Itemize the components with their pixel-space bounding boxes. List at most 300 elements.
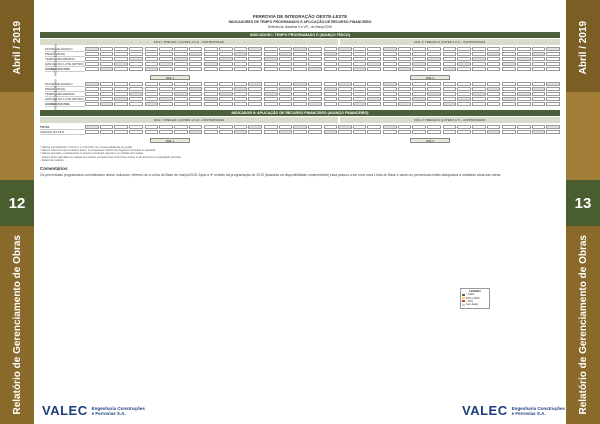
table-cell <box>532 67 546 71</box>
report-title: FERROVIA DE INTEGRAÇÃO OESTE-LESTE <box>252 14 348 19</box>
table-cell <box>443 62 457 66</box>
table-cell <box>412 52 426 56</box>
table-column <box>383 47 441 72</box>
table-cell <box>234 47 248 51</box>
table-cell <box>427 57 441 61</box>
table-cell <box>219 125 233 129</box>
table-cell <box>293 82 307 86</box>
section-finance-bar: INDICADOR II: APLICAÇÃO DE RECURSO FINANCEIRO (AVANÇO FINANCEIRO) <box>40 110 560 116</box>
row-label: AVANÇO DA FIOL <box>45 67 85 72</box>
table-cell <box>427 92 441 96</box>
table-cell <box>457 52 471 56</box>
table-cell <box>174 92 188 96</box>
row-label: TOTAL <box>40 125 85 130</box>
table-cell <box>114 52 128 56</box>
table-cell <box>472 130 486 134</box>
row-label: PRAZO (DIAS) <box>45 52 85 57</box>
comments-section <box>40 166 560 177</box>
table-cell <box>264 47 278 51</box>
footnote: ³ Valores apurados, considerando os prazos contratuais vigentes e a medição acumulada. <box>40 152 144 156</box>
table-cell <box>487 125 501 129</box>
table-cell <box>129 92 143 96</box>
table-cell <box>293 92 307 96</box>
comments-title: Comentários <box>40 166 68 172</box>
table-cell <box>398 87 412 91</box>
comments-text: Os percentuais programados considerados nesse Indicador, referem-se a Linha de Base de março/2018. Após a 4ª revisão da programação de 2019 (baseada na disponibilidade orçamentária) essa passou a ser uma nova Linha de Base e assim os percentuais estão adequados à realidade atual das obras. <box>40 173 502 178</box>
indicator-table-2 <box>40 78 560 111</box>
logo-sub-2: e Ferrovias S.A. <box>511 410 546 416</box>
table-cell <box>174 97 188 101</box>
table-cell <box>293 47 307 51</box>
logo-sub-1: Engenharia Construções <box>511 405 565 411</box>
table-cell <box>308 130 322 134</box>
table-cell <box>427 97 441 101</box>
table-cell <box>383 67 397 71</box>
table-cell <box>383 92 397 96</box>
table-cell <box>85 62 99 66</box>
table-cell <box>308 67 322 71</box>
table-cell <box>427 102 441 106</box>
table-cell <box>546 82 560 86</box>
table-cell <box>114 62 128 66</box>
table-cell <box>145 97 159 101</box>
page-number-left: 12 <box>0 180 34 226</box>
table-cell <box>234 102 248 106</box>
table-cell <box>472 82 486 86</box>
table-cell <box>189 47 203 51</box>
table-cell <box>159 130 173 134</box>
table-cell <box>457 125 471 129</box>
table-cell <box>308 92 322 96</box>
table-cell <box>189 67 203 71</box>
table-cell <box>159 92 173 96</box>
table-cell <box>487 47 501 51</box>
table-cell <box>234 130 248 134</box>
table-cell <box>338 67 352 71</box>
table-cell <box>85 125 99 129</box>
table-cell <box>472 47 486 51</box>
table-cell <box>100 125 114 129</box>
table-cell <box>174 67 188 71</box>
table-cell <box>204 130 218 134</box>
table-cell <box>338 57 352 61</box>
table-cell <box>546 97 560 101</box>
table-cell <box>398 52 412 56</box>
footnote: ⁴ Avanço físico calculado em relação ao contrato (considerando % de Preço Inicial, % de acréscimo e quantidade prevista). <box>40 155 182 159</box>
table-cell <box>532 87 546 91</box>
table-cell <box>412 82 426 86</box>
table-cell <box>174 52 188 56</box>
table-cell <box>457 102 471 106</box>
table-cell <box>502 47 516 51</box>
table-cell <box>264 52 278 56</box>
table-column <box>324 47 382 72</box>
table-cell <box>85 57 99 61</box>
legend-swatch <box>462 304 465 306</box>
table-cell <box>517 47 531 51</box>
sidebar-date-right: Abril / 2019 <box>577 21 589 75</box>
table-cell <box>159 87 173 91</box>
table-cell <box>443 97 457 101</box>
table-cell <box>324 47 338 51</box>
table-cell <box>174 82 188 86</box>
table-cell <box>546 125 560 129</box>
table-cell <box>308 52 322 56</box>
table-cell <box>189 130 203 134</box>
table-cell <box>367 130 381 134</box>
legend <box>460 288 490 309</box>
table-cell <box>219 92 233 96</box>
table-cell <box>412 67 426 71</box>
table-cell <box>353 47 367 51</box>
table-cell <box>114 102 128 106</box>
table-cell <box>502 52 516 56</box>
table-cell <box>293 102 307 106</box>
table-cell <box>383 125 397 129</box>
subhead-right-2: FIOL II: TRECHO 2 (LOTES 5 A 7) - CONTRATADAS <box>340 117 560 123</box>
table-cell <box>502 102 516 106</box>
table-cell <box>324 125 338 129</box>
subhead-left-2: FIOL I: TRECHO 1 (LOTES 1 A 4) - CONTRATADAS <box>40 117 338 123</box>
table-cell <box>248 82 262 86</box>
table-cell <box>487 52 501 56</box>
table-cell <box>338 102 352 106</box>
table-cell <box>100 97 114 101</box>
table-cell <box>145 62 159 66</box>
page-number-right: 13 <box>566 180 600 226</box>
table-cell <box>517 62 531 66</box>
table-column <box>204 47 262 72</box>
table-cell <box>279 92 293 96</box>
valec-logo-right: VALEC <box>462 403 508 418</box>
table-cell <box>100 67 114 71</box>
table-cell <box>100 52 114 56</box>
table-cell <box>324 82 338 86</box>
table-cell <box>308 57 322 61</box>
table-cell <box>472 67 486 71</box>
table-cell <box>264 92 278 96</box>
table-cell <box>367 57 381 61</box>
table-cell <box>129 57 143 61</box>
table-cell <box>487 97 501 101</box>
table-cell <box>129 67 143 71</box>
table-cell <box>234 82 248 86</box>
sidebar-report-right: Relatório de Gerenciamento de Obras <box>577 235 589 415</box>
table-cell <box>219 102 233 106</box>
table-cell <box>308 125 322 129</box>
table-cell <box>443 92 457 96</box>
table-cell <box>338 87 352 91</box>
table-cell <box>443 125 457 129</box>
table-cell <box>279 97 293 101</box>
table-cell <box>487 57 501 61</box>
table-cell <box>204 125 218 129</box>
table-cell <box>546 62 560 66</box>
table-cell <box>412 92 426 96</box>
table-cell <box>338 125 352 129</box>
table-cell <box>443 82 457 86</box>
table-cell <box>174 57 188 61</box>
table-cell <box>129 82 143 86</box>
table-cell <box>114 87 128 91</box>
row-label: AVANÇO DA FIOL <box>40 130 85 135</box>
table-cell <box>189 102 203 106</box>
table-cell <box>279 82 293 86</box>
table-cell <box>129 47 143 51</box>
table-cell <box>546 67 560 71</box>
table-cell <box>427 82 441 86</box>
footer-right <box>462 403 565 418</box>
table-cell <box>383 97 397 101</box>
table-cell <box>353 125 367 129</box>
table-cell <box>324 87 338 91</box>
table-cell <box>502 92 516 96</box>
table-cell <box>383 87 397 91</box>
table-cell <box>532 62 546 66</box>
table-cell <box>472 87 486 91</box>
table-cell <box>532 47 546 51</box>
table-column <box>324 125 382 135</box>
table-cell <box>145 82 159 86</box>
table-cell <box>398 47 412 51</box>
table-cell <box>308 82 322 86</box>
table-cell <box>324 57 338 61</box>
table-cell <box>338 62 352 66</box>
table-cell <box>204 52 218 56</box>
table-cell <box>412 87 426 91</box>
table-cell <box>129 130 143 134</box>
table-cell <box>412 130 426 134</box>
sidebar-report-left: Relatório de Gerenciamento de Obras <box>11 235 23 415</box>
table-cell <box>338 92 352 96</box>
table-cell <box>487 130 501 134</box>
table-cell <box>248 47 262 51</box>
table-cell <box>502 97 516 101</box>
table-cell <box>279 62 293 66</box>
table-cell <box>114 130 128 134</box>
table-cell <box>457 92 471 96</box>
table-cell <box>443 102 457 106</box>
table-cell <box>367 82 381 86</box>
table-column <box>145 82 203 107</box>
table-cell <box>145 57 159 61</box>
table-cell <box>248 57 262 61</box>
table-cell <box>383 130 397 134</box>
table-cell <box>204 57 218 61</box>
table-column <box>324 82 382 107</box>
table-cell <box>443 52 457 56</box>
table-cell <box>353 62 367 66</box>
table-cell <box>129 52 143 56</box>
table-cell <box>293 87 307 91</box>
report-reference: Referência: Baseline 5 e VR - de Março/2019 <box>267 25 333 29</box>
table-cell <box>279 57 293 61</box>
table-column <box>443 47 501 72</box>
table-cell <box>367 87 381 91</box>
table-cell <box>189 125 203 129</box>
table-cell <box>100 92 114 96</box>
table-column <box>383 82 441 107</box>
footnotes <box>40 146 560 162</box>
table-cell <box>502 82 516 86</box>
legend-swatch <box>462 297 465 299</box>
subhead-left: FIOL I: TRECHO 1 (LOTES 1 A 4) - CONTRATADAS <box>40 39 338 45</box>
table-cell <box>472 62 486 66</box>
table-cell <box>159 62 173 66</box>
table-column <box>145 125 203 135</box>
table-cell <box>308 62 322 66</box>
table-cell <box>412 62 426 66</box>
legend-item: 90% a 100% <box>462 296 488 299</box>
table-cell <box>412 102 426 106</box>
table-cell <box>219 87 233 91</box>
table-cell <box>189 92 203 96</box>
table-cell <box>502 130 516 134</box>
table-cell <box>189 97 203 101</box>
table-cell <box>367 92 381 96</box>
report-subtitle: INDICADORES DE TEMPO PROGRAMADO E APLICAÇÃO DE RECURSO FINANCEIRO <box>228 20 372 24</box>
table-cell <box>219 62 233 66</box>
table-cell <box>427 125 441 129</box>
mid-box-fiol1: FIOL 1 <box>150 75 190 80</box>
table-cell <box>546 87 560 91</box>
table-cell <box>264 130 278 134</box>
table-cell <box>367 125 381 129</box>
table-cell <box>532 130 546 134</box>
table-cell <box>129 87 143 91</box>
table-cell <box>234 67 248 71</box>
table-cell <box>279 125 293 129</box>
footnote: ⁵ Dados de medição. <box>40 158 65 162</box>
table-cell <box>487 102 501 106</box>
table-cell <box>204 67 218 71</box>
left-side-band <box>0 0 34 424</box>
subhead-right: FIOL II: TRECHO 2 (LOTES 5 A 7) - CONTRATADAS <box>340 39 560 45</box>
table-cell <box>279 52 293 56</box>
table-cell <box>427 87 441 91</box>
table-cell <box>398 92 412 96</box>
table-column <box>264 125 322 135</box>
table-cell <box>398 125 412 129</box>
table-column <box>145 47 203 72</box>
row-group-1: FATOR DE DESEMPENHO <box>54 43 58 76</box>
table-cell <box>159 57 173 61</box>
table-cell <box>129 62 143 66</box>
table-cell <box>546 92 560 96</box>
table-cell <box>174 102 188 106</box>
table-cell <box>248 62 262 66</box>
table-cell <box>517 82 531 86</box>
table-cell <box>443 130 457 134</box>
table-cell <box>204 82 218 86</box>
table-cell <box>338 52 352 56</box>
table-cell <box>502 57 516 61</box>
sidebar-date-left: Abril / 2019 <box>11 21 23 75</box>
table-cell <box>412 97 426 101</box>
table-cell <box>159 47 173 51</box>
table-cell <box>264 67 278 71</box>
table-cell <box>114 125 128 129</box>
table-cell <box>145 130 159 134</box>
table-cell <box>293 57 307 61</box>
row-label: TEMPO DECORRIDO <box>45 92 85 97</box>
table-cell <box>487 62 501 66</box>
table-cell <box>383 57 397 61</box>
table-cell <box>353 52 367 56</box>
table-cell <box>532 125 546 129</box>
table-cell <box>189 82 203 86</box>
table-cell <box>367 47 381 51</box>
table-column <box>383 125 441 135</box>
table-cell <box>279 130 293 134</box>
table-cell <box>412 125 426 129</box>
table-cell <box>546 52 560 56</box>
table-cell <box>353 97 367 101</box>
table-cell <box>443 87 457 91</box>
legend-swatch <box>462 294 465 296</box>
table-cell <box>174 130 188 134</box>
table-cell <box>353 67 367 71</box>
table-cell <box>367 67 381 71</box>
table-cell <box>398 57 412 61</box>
table-column <box>502 82 560 107</box>
footnote: ² Valores referentes aos contratos ativos, os respectivos índices de progresso concluído ou ajustado. <box>40 149 156 153</box>
table-cell <box>219 82 233 86</box>
table-cell <box>427 47 441 51</box>
table-cell <box>264 82 278 86</box>
table-cell <box>308 97 322 101</box>
table-cell <box>85 67 99 71</box>
table-cell <box>472 125 486 129</box>
table-cell <box>383 62 397 66</box>
table-cell <box>189 87 203 91</box>
table-cell <box>145 92 159 96</box>
table-column <box>85 47 143 72</box>
table-cell <box>174 125 188 129</box>
table-cell <box>204 97 218 101</box>
table-cell <box>204 92 218 96</box>
table-cell <box>100 62 114 66</box>
table-cell <box>100 82 114 86</box>
table-cell <box>293 125 307 129</box>
table-cell <box>532 57 546 61</box>
table-cell <box>234 62 248 66</box>
table-cell <box>189 57 203 61</box>
table-cell <box>353 57 367 61</box>
table-column <box>443 82 501 107</box>
table-cell <box>546 130 560 134</box>
table-cell <box>145 125 159 129</box>
table-cell <box>517 130 531 134</box>
table-cell <box>517 87 531 91</box>
table-cell <box>457 57 471 61</box>
table-cell <box>219 52 233 56</box>
row-group-2: FATOR DE DESEMPENHO <box>54 78 58 111</box>
table-cell <box>100 57 114 61</box>
table-cell <box>472 102 486 106</box>
legend-item: > 100% <box>462 293 488 296</box>
table-cell <box>204 62 218 66</box>
table-column <box>264 47 322 72</box>
table-cell <box>367 62 381 66</box>
table-cell <box>324 130 338 134</box>
finance-table <box>40 125 560 135</box>
table-cell <box>487 92 501 96</box>
table-cell <box>398 102 412 106</box>
table-cell <box>279 87 293 91</box>
mid-box-fiol1-b: FIOL 1 <box>150 138 190 143</box>
table-cell <box>546 47 560 51</box>
